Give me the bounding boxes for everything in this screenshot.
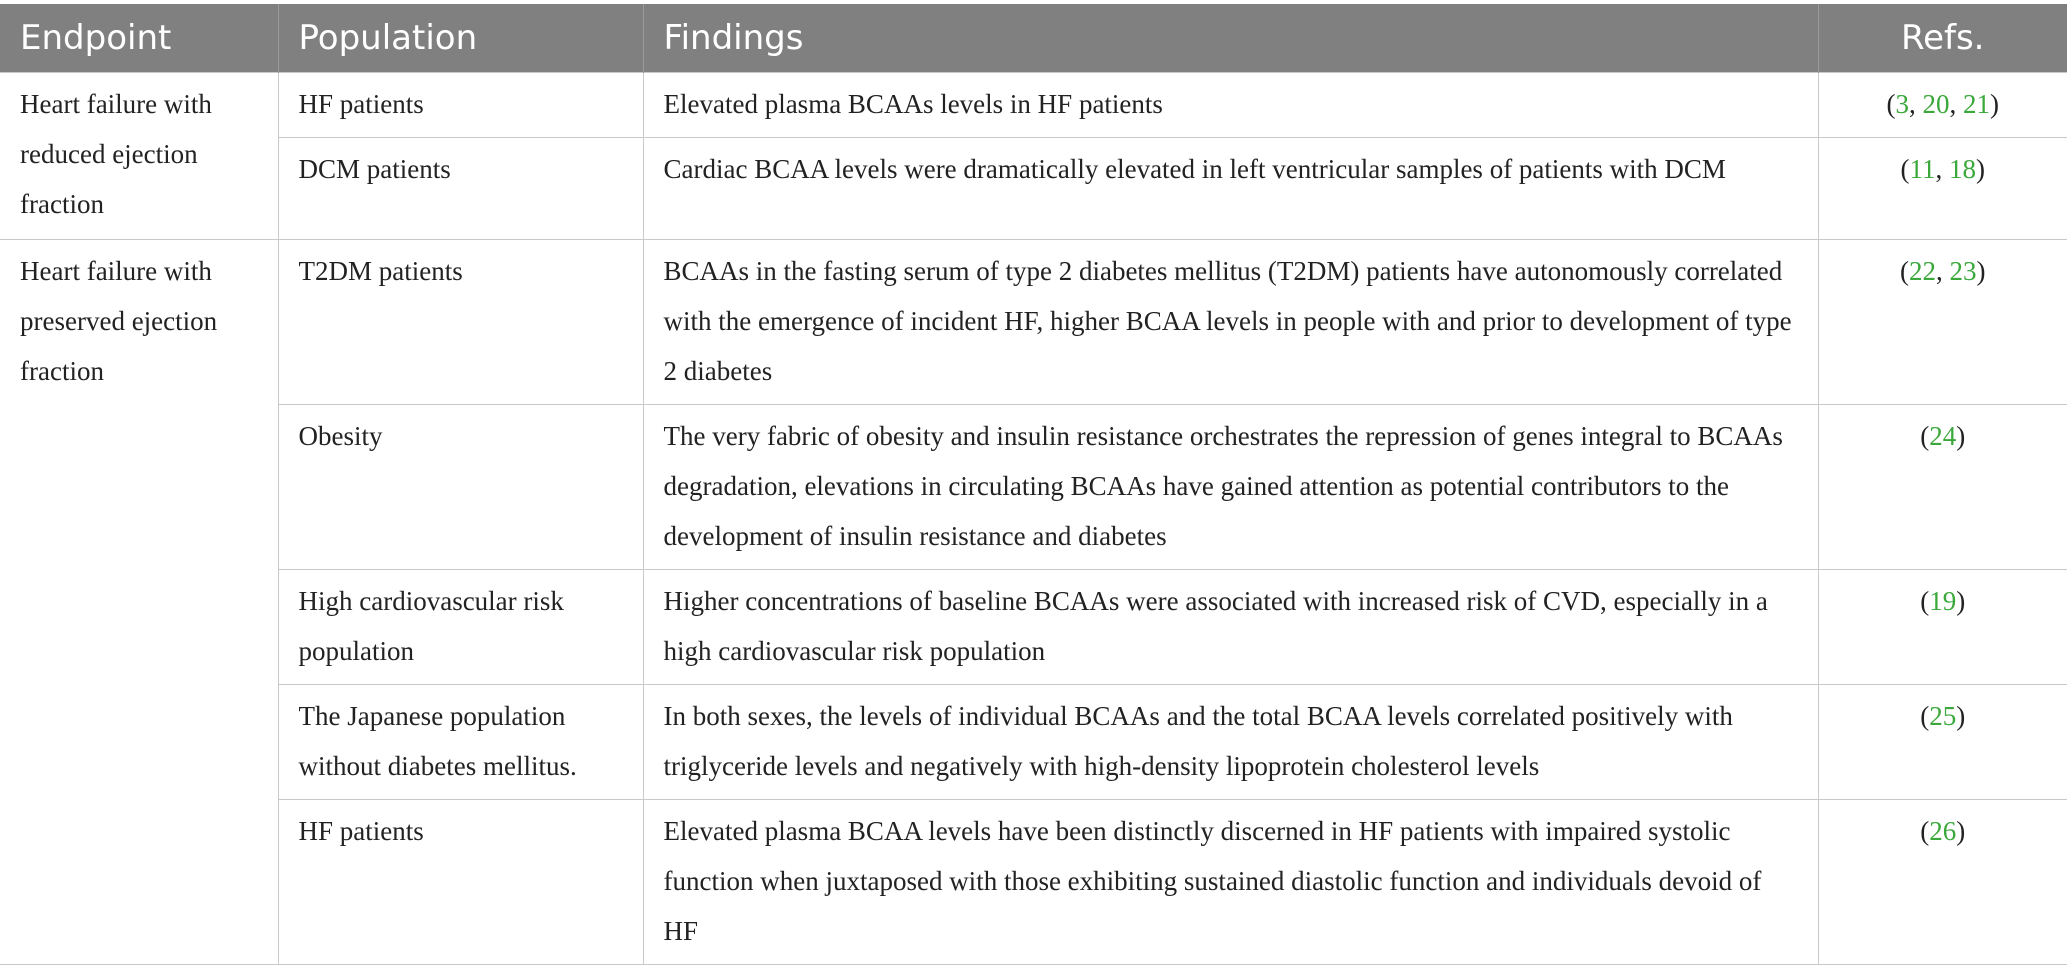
findings-cell: BCAAs in the fasting serum of type 2 diabetes mellitus (T2DM) patients have autonomously correlated with the emergence of incident HF, higher BCAA levels in people with and prior to development of type 2 diabetes [643,239,1818,404]
population-cell: High cardiovascular risk population [278,569,643,684]
population-cell: HF patients [278,72,643,137]
ref-link[interactable]: 26 [1929,815,1957,846]
refs-cell: (11, 18) [1818,137,2067,239]
findings-table [0,4,2067,965]
ref-link[interactable]: 24 [1929,420,1957,451]
findings-cell: Elevated plasma BCAA levels have been distinctly discerned in HF patients with impaired systolic function when juxtaposed with those exhibiting sustained diastolic function and individuals devoid of HF [643,799,1818,964]
table-row [0,684,2067,799]
refs-cell: (24) [1818,404,2067,569]
ref-link[interactable]: 3 [1895,88,1909,119]
findings-cell: Cardiac BCAA levels were dramatically elevated in left ventricular samples of patients with DCM [643,137,1818,239]
table-row [0,569,2067,684]
ref-link[interactable]: 11 [1909,153,1936,184]
findings-cell: Higher concentrations of baseline BCAAs were associated with increased risk of CVD, especially in a high cardiovascular risk population [643,569,1818,684]
findings-cell: In both sexes, the levels of individual BCAAs and the total BCAA levels correlated positively with triglyceride levels and negatively with high-density lipoprotein cholesterol levels [643,684,1818,799]
table-row [0,404,2067,569]
refs-cell: (25) [1818,684,2067,799]
population-cell: The Japanese population without diabetes mellitus. [278,684,643,799]
population-cell: T2DM patients [278,239,643,404]
table-row [0,799,2067,964]
findings-cell: The very fabric of obesity and insulin resistance orchestrates the repression of genes integral to BCAAs degradation, elevations in circulating BCAAs have gained attention as potential contributors to the development of insulin resistance and diabetes [643,404,1818,569]
table-row [0,72,2067,137]
endpoint-cell: Heart failure with reduced ejection fraction [0,72,278,239]
refs-cell: (3, 20, 21) [1818,72,2067,137]
refs-cell: (26) [1818,799,2067,964]
col-header-findings: Findings [643,4,1818,72]
population-cell: Obesity [278,404,643,569]
refs-cell: (19) [1818,569,2067,684]
ref-link[interactable]: 20 [1922,88,1950,119]
ref-link[interactable]: 21 [1963,88,1990,119]
ref-link[interactable]: 19 [1929,585,1957,616]
endpoint-cell: Heart failure with preserved ejection fraction [0,239,278,964]
population-cell: HF patients [278,799,643,964]
findings-cell: Elevated plasma BCAAs levels in HF patients [643,72,1818,137]
col-header-population: Population [278,4,643,72]
population-cell: DCM patients [278,137,643,239]
ref-link[interactable]: 22 [1909,255,1936,286]
ref-link[interactable]: 18 [1949,153,1976,184]
ref-link[interactable]: 25 [1929,700,1957,731]
col-header-endpoint: Endpoint [0,4,278,72]
refs-cell: (22, 23) [1818,239,2067,404]
ref-link[interactable]: 23 [1949,255,1977,286]
header-row [0,4,2067,72]
table-row [0,239,2067,404]
table-row [0,137,2067,239]
col-header-refs: Refs. [1818,4,2067,72]
